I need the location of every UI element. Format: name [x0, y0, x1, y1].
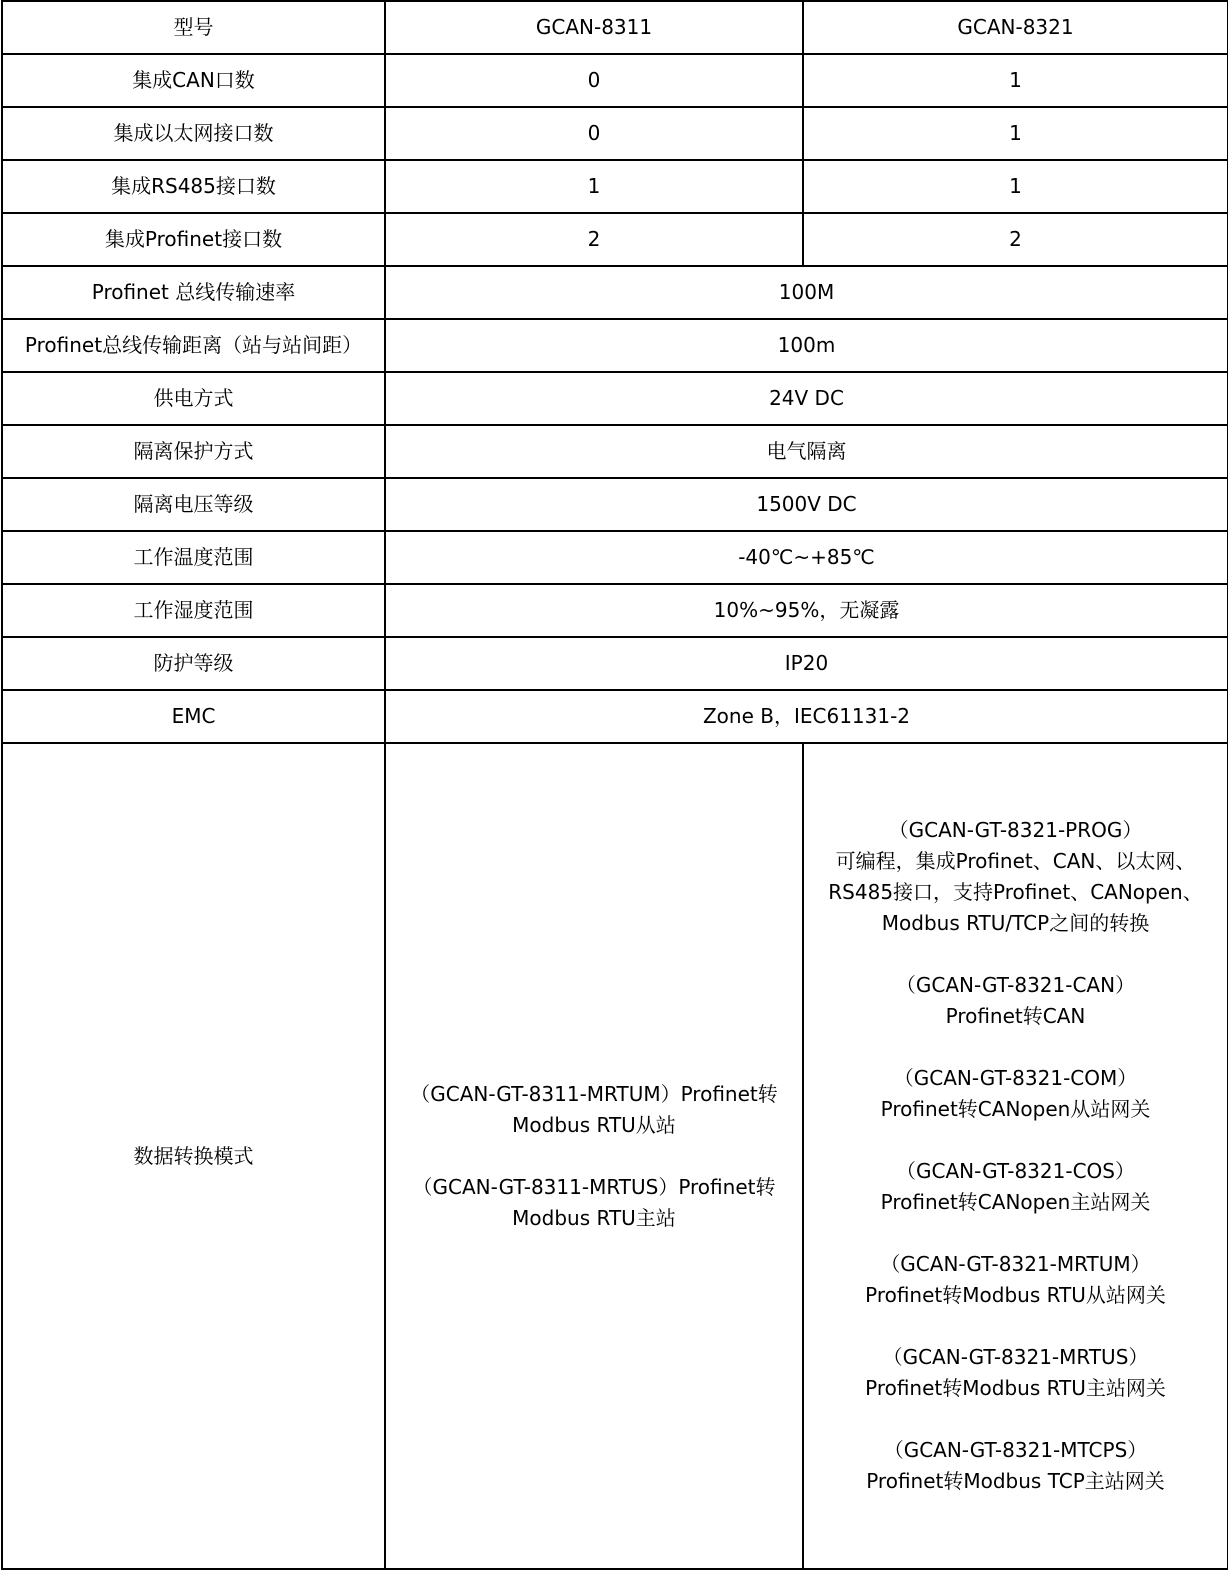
mode-b-desc: Profinet转Modbus RTU从站网关: [865, 1283, 1166, 1307]
conversion-label: 数据转换模式: [2, 743, 385, 1569]
row-value-b: 1: [803, 160, 1228, 213]
row-value-a: 0: [385, 54, 803, 107]
row-value-a: 1: [385, 160, 803, 213]
row-value: 10%~95%，无凝露: [385, 584, 1228, 637]
row-label: 防护等级: [2, 637, 385, 690]
table-row: [2, 213, 1228, 266]
header-model-a: GCAN-8311: [385, 1, 803, 54]
conversion-row: [2, 743, 1228, 1569]
row-label: 集成RS485接口数: [2, 160, 385, 213]
mode-b-code: （GCAN-GT-8321-MRTUS）: [882, 1345, 1149, 1369]
mode-b-code: （GCAN-GT-8321-COM）: [893, 1066, 1138, 1090]
mode-b-desc: Profinet转CANopen主站网关: [880, 1190, 1151, 1214]
row-label: 集成以太网接口数: [2, 107, 385, 160]
mode-b-code: （GCAN-GT-8321-MRTUM）: [880, 1252, 1151, 1276]
row-value: IP20: [385, 637, 1228, 690]
row-label: 工作湿度范围: [2, 584, 385, 637]
table-row: [2, 266, 1228, 319]
table-row: [2, 425, 1228, 478]
mode-b-code: （GCAN-GT-8321-MTCPS）: [883, 1438, 1148, 1462]
table-row: [2, 531, 1228, 584]
table-row: [2, 690, 1228, 743]
table-row: [2, 372, 1228, 425]
conversion-modes-a: [385, 743, 803, 1569]
mode-b-prog-line: RS485接口，支持Profinet、CANopen、: [828, 880, 1203, 904]
row-label: 集成CAN口数: [2, 54, 385, 107]
row-value-b: 1: [803, 107, 1228, 160]
mode-b-desc: Profinet转CAN: [945, 1004, 1086, 1028]
header-row: [2, 1, 1228, 54]
mode-b-code: （GCAN-GT-8321-COS）: [896, 1159, 1135, 1183]
conversion-modes-b: [803, 743, 1228, 1569]
row-label: 集成Profinet接口数: [2, 213, 385, 266]
mode-a-2-line2: Modbus RTU主站: [512, 1205, 676, 1230]
header-model-b: GCAN-8321: [803, 1, 1228, 54]
row-value: Zone B，IEC61131-2: [385, 690, 1228, 743]
row-label: Profinet总线传输距离（站与站间距）: [2, 319, 385, 372]
row-label: 隔离保护方式: [2, 425, 385, 478]
row-value-a: 0: [385, 107, 803, 160]
mode-a-2-line1: （GCAN-GT-8311-MRTUS）Profinet转: [412, 1174, 776, 1199]
mode-b-prog-line: 可编程，集成Profinet、CAN、以太网、: [835, 849, 1196, 873]
row-label: EMC: [2, 690, 385, 743]
spec-table: [1, 0, 1228, 1570]
row-label: 工作温度范围: [2, 531, 385, 584]
row-value-b: 1: [803, 54, 1228, 107]
header-label: 型号: [2, 1, 385, 54]
mode-b-desc: Profinet转Modbus TCP主站网关: [866, 1469, 1165, 1493]
mode-b-desc: Profinet转CANopen从站网关: [880, 1097, 1151, 1121]
table-row: [2, 160, 1228, 213]
row-value: 电气隔离: [385, 425, 1228, 478]
table-row: [2, 637, 1228, 690]
row-value: 100M: [385, 266, 1228, 319]
row-value: 1500V DC: [385, 478, 1228, 531]
table-row: [2, 54, 1228, 107]
row-value: 100m: [385, 319, 1228, 372]
table-row: [2, 584, 1228, 637]
row-value-b: 2: [803, 213, 1228, 266]
table-row: [2, 107, 1228, 160]
row-label: 供电方式: [2, 372, 385, 425]
row-label: Profinet 总线传输速率: [2, 266, 385, 319]
mode-b-code: （GCAN-GT-8321-CAN）: [895, 973, 1136, 997]
table-row: [2, 478, 1228, 531]
row-value-a: 2: [385, 213, 803, 266]
row-value: 24V DC: [385, 372, 1228, 425]
mode-b-prog-code: （GCAN-GT-8321-PROG）: [888, 818, 1143, 842]
row-label: 隔离电压等级: [2, 478, 385, 531]
mode-b-prog-line: Modbus RTU/TCP之间的转换: [881, 911, 1150, 935]
mode-b-desc: Profinet转Modbus RTU主站网关: [865, 1376, 1166, 1400]
mode-a-1-line2: Modbus RTU从站: [512, 1112, 676, 1137]
table-row: [2, 319, 1228, 372]
row-value: -40℃~+85℃: [385, 531, 1228, 584]
mode-a-1-line1: （GCAN-GT-8311-MRTUM）Profinet转: [410, 1081, 778, 1106]
